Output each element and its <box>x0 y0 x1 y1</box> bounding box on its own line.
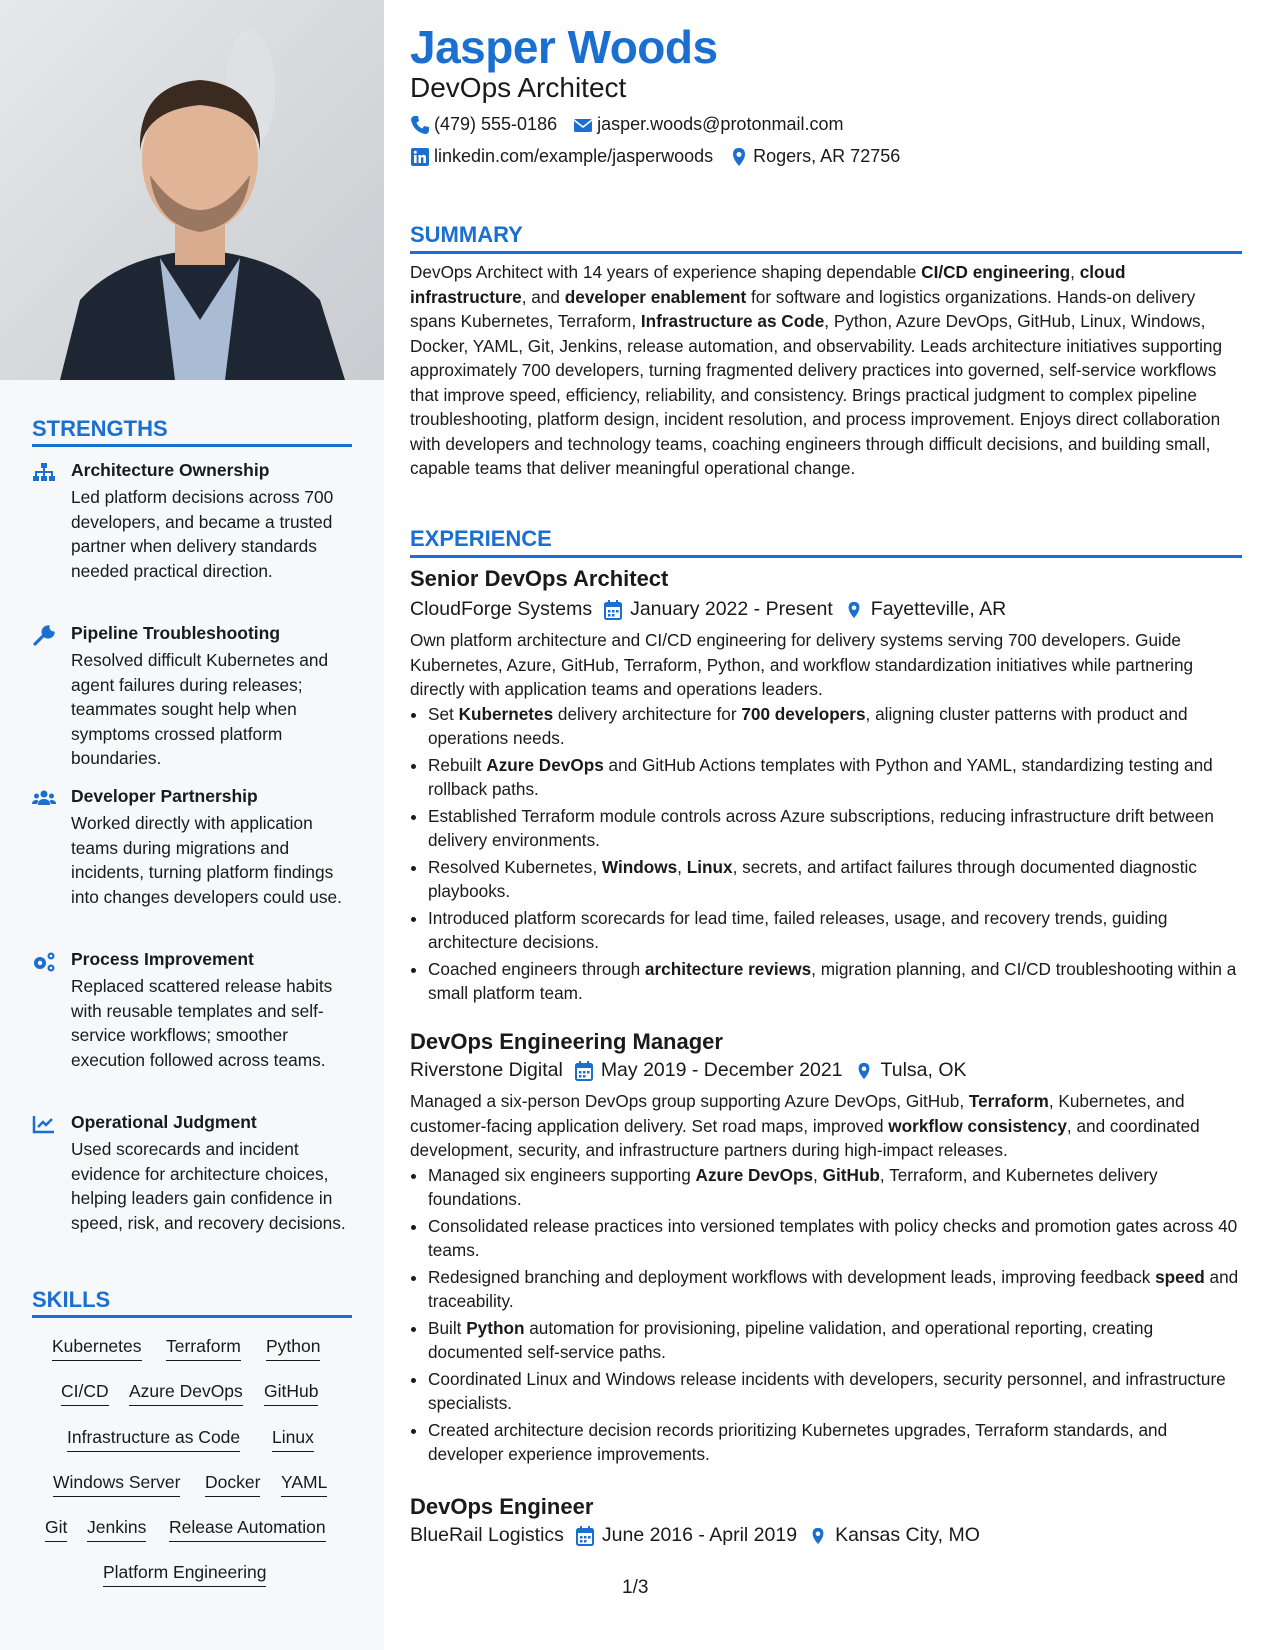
summary-text-part: DevOps Architect with 14 years of experience shaping dependable <box>410 262 922 282</box>
strengths-rule <box>32 444 352 447</box>
location-pin-icon <box>845 600 863 620</box>
email-link[interactable]: jasper.woods@protonmail.com <box>597 114 844 134</box>
users-icon <box>32 788 56 810</box>
job-position: Senior DevOps Architect <box>410 566 669 591</box>
bullet-text: , migration planning, and CI/CD troubleshooting within a small platform team. <box>428 958 1237 1003</box>
location-pin-icon <box>855 1061 873 1081</box>
bullet-text: Created architecture decision records prioritizing Kubernetes upgrades, Terraform standards, and developer experience improvements. <box>428 1419 1168 1464</box>
strength-description: Used scorecards and incident evidence for architecture choices, helping leaders gain confidence in speed, risk, and recovery decisions. <box>71 1139 346 1233</box>
bullet-text: , Terraform, and Kubernetes delivery foundations. <box>428 1164 1158 1209</box>
calendar-icon <box>576 1526 594 1546</box>
job-entry <box>410 566 1242 1008</box>
skill-tag: YAML <box>281 1472 327 1497</box>
desc-bold: Terraform <box>968 1091 1049 1111</box>
strength-title: Pipeline Troubleshooting <box>71 623 281 643</box>
job-position: DevOps Engineering Manager <box>410 1029 723 1054</box>
skill-tag: Release Automation <box>169 1517 326 1542</box>
job-entry <box>410 1494 1242 1547</box>
contact-row <box>410 146 900 167</box>
job-bullet <box>428 753 1242 802</box>
experience-rule <box>410 555 1242 558</box>
skill-tag: Docker <box>205 1472 260 1497</box>
strength-title: Developer Partnership <box>71 786 258 806</box>
summary-text-part: for software and logistics organizations. Hands-on delivery spans Kubernetes, Terraform, <box>410 286 1196 331</box>
job-location: Tulsa, OK <box>880 1059 967 1081</box>
summary-text-part: , Python, Azure DevOps, GitHub, Linux, Windows, Docker, YAML, Git, Jenkins, release automation, and observability. Leads architecture initiatives supporting approximately 700 developers, turning fragmented delivery practices into governed, self-service workflows that improve speed, efficiency, reliability, and consistency. Brings practical judgment to complex pipeline troubleshooting, platform design, incident resolution, and process improvement. Enjoys direct collaboration with developers and technology teams, coaching engineers through difficult decisions, and building small, capable teams that deliver meaningful operational change. <box>410 311 1223 478</box>
profile-photo <box>0 0 384 380</box>
calendar-icon <box>575 1061 593 1081</box>
summary-text <box>410 260 1242 481</box>
bullet-bold: Windows <box>601 856 678 877</box>
job-meta <box>410 598 1242 621</box>
job-entry <box>410 1029 1242 1469</box>
job-bullet <box>428 957 1242 1006</box>
job-position: DevOps Engineer <box>410 1494 594 1519</box>
job-description: Own platform architecture and CI/CD engineering for delivery systems serving 700 developers. Guide Kubernetes, Azure, GitHub, Terraform, Python, and workflow standardization initiatives while partnering directly with application teams and operations leaders. <box>410 630 1194 699</box>
bullet-text: Resolved Kubernetes, <box>428 856 602 877</box>
bullet-bold: Azure DevOps <box>486 754 604 775</box>
skill-tag: Platform Engineering <box>103 1562 266 1587</box>
bullet-bold: Kubernetes <box>458 703 554 724</box>
job-dates: January 2022 - Present <box>630 598 833 620</box>
skills-rule <box>32 1315 352 1318</box>
bullet-text: delivery architecture for <box>553 703 742 724</box>
bullet-text: and GitHub Actions templates with Python and YAML, standardizing testing and rollback paths. <box>428 754 1213 799</box>
linkedin-link[interactable]: linkedin.com/example/jasperwoods <box>434 146 714 166</box>
job-title: DevOps Architect <box>410 72 627 103</box>
job-bullets <box>410 702 1242 1006</box>
calendar-icon <box>604 600 622 620</box>
bullet-text: Coached engineers through <box>428 958 645 979</box>
wrench-icon <box>32 625 56 647</box>
job-company: BlueRail Logistics <box>410 1524 564 1546</box>
strength-description: Led platform decisions across 700 developers, and became a trusted partner when delivery standards needed practical direction. <box>71 487 334 581</box>
job-meta <box>410 1059 1242 1082</box>
job-bullet <box>428 1163 1242 1212</box>
bullet-text: Consolidated release practices into versioned templates with policy checks and promotion gates across 40 teams. <box>428 1215 1238 1260</box>
job-bullets <box>410 1163 1242 1467</box>
job-description <box>410 1089 1242 1163</box>
strength-description: Resolved difficult Kubernetes and agent failures during releases; teammates sought help when symptoms crossed platform boundaries. <box>71 650 329 768</box>
summary-heading: SUMMARY <box>410 222 523 247</box>
job-dates: June 2016 - April 2019 <box>601 1524 798 1546</box>
desc-text: , and coordinated development, security, and infrastructure partners during high-impact releases. <box>410 1115 1200 1160</box>
job-meta <box>410 1524 1242 1547</box>
summary-bold: Infrastructure as Code <box>640 311 825 331</box>
bullet-text: Set <box>428 703 459 724</box>
job-bullet <box>428 1316 1242 1365</box>
bullet-bold: architecture reviews <box>644 958 812 979</box>
bullet-bold: speed <box>1155 1266 1205 1287</box>
bullet-text: and traceability. <box>428 1266 1239 1311</box>
summary-text-part: , and <box>521 286 565 307</box>
desc-bold: workflow consistency <box>888 1115 1067 1136</box>
strength-title: Operational Judgment <box>71 1112 257 1132</box>
strength-title: Architecture Ownership <box>71 460 270 480</box>
skill-tag: Infrastructure as Code <box>67 1427 240 1452</box>
skill-tag: Terraform <box>166 1336 241 1361</box>
location-pin-icon <box>809 1526 827 1546</box>
job-bullet <box>428 702 1242 751</box>
job-dates: May 2019 - December 2021 <box>600 1059 843 1081</box>
desc-text: , Kubernetes, and customer-facing application delivery. Set road maps, improved <box>410 1091 1185 1136</box>
strength-title: Process Improvement <box>71 949 254 969</box>
job-bullet <box>428 906 1242 955</box>
job-bullet <box>428 1214 1242 1263</box>
bullet-text: , secrets, and artifact failures through documented diagnostic playbooks. <box>428 856 1197 901</box>
job-location: Kansas City, MO <box>835 1524 980 1546</box>
skill-tag: Linux <box>272 1427 314 1452</box>
location-text: Rogers, AR 72756 <box>753 146 901 166</box>
skill-tag: Kubernetes <box>52 1336 142 1361</box>
job-bullet <box>428 855 1242 904</box>
summary-bold: cloud infrastructure <box>410 262 1126 307</box>
bullet-text: Coordinated Linux and Windows release incidents with developers, security personnel, and infrastructure specialists. <box>428 1368 1226 1413</box>
skill-tag: CI/CD <box>61 1381 109 1406</box>
bullet-text: , aligning cluster patterns with product and operations needs. <box>428 703 1188 748</box>
skills-heading: SKILLS <box>32 1287 111 1312</box>
chart-line-icon <box>32 1114 56 1136</box>
sitemap-icon <box>32 462 56 484</box>
bullet-text: Established Terraform module controls across Azure subscriptions, reducing infrastructure drift between delivery environments. <box>428 805 1214 850</box>
job-bullet <box>428 1265 1242 1314</box>
page-number: 1/3 <box>622 1577 649 1598</box>
bullet-bold: 700 developers <box>741 703 866 724</box>
bullet-bold: GitHub <box>822 1164 880 1185</box>
job-location: Fayetteville, AR <box>870 598 1007 620</box>
email-icon <box>573 115 593 135</box>
experience-heading: EXPERIENCE <box>410 526 552 551</box>
skill-tag: Windows Server <box>53 1472 180 1497</box>
strengths-heading: STRENGTHS <box>32 416 168 441</box>
job-bullet <box>428 1367 1242 1416</box>
linkedin-icon <box>410 147 430 167</box>
strength-description: Replaced scattered release habits with reusable templates and self-service workflows; smoother execution followed across teams. <box>71 976 333 1070</box>
skill-tag: GitHub <box>264 1381 318 1406</box>
bullet-text: Rebuilt <box>428 754 487 775</box>
skill-tag: Jenkins <box>87 1517 146 1542</box>
skill-tag: Git <box>45 1517 67 1542</box>
summary-bold: developer enablement <box>564 286 747 307</box>
desc-text: Managed a six-person DevOps group supporting Azure DevOps, GitHub, <box>410 1091 969 1111</box>
bullet-text: automation for provisioning, pipeline validation, and operational reporting, creating documented self-service paths. <box>428 1317 1154 1362</box>
job-bullet <box>428 1418 1242 1467</box>
bullet-text: Built <box>428 1317 467 1338</box>
skill-tag: Python <box>266 1336 320 1361</box>
summary-text-part: , <box>1070 262 1080 282</box>
gears-icon <box>32 951 56 973</box>
bullet-text: Introduced platform scorecards for lead time, failed releases, usage, and recovery trends, guiding architecture decisions. <box>428 907 1168 952</box>
job-bullet <box>428 804 1242 853</box>
job-company: CloudForge Systems <box>410 598 593 620</box>
job-company: Riverstone Digital <box>410 1059 563 1081</box>
sidebar <box>0 0 384 1650</box>
bullet-text: , <box>677 856 687 877</box>
candidate-name: Jasper Woods <box>410 21 718 73</box>
skill-tag: Azure DevOps <box>129 1381 243 1406</box>
bullet-text: Managed six engineers supporting <box>428 1164 696 1185</box>
bullet-bold: Azure DevOps <box>695 1164 814 1185</box>
summary-bold: CI/CD engineering <box>921 262 1071 282</box>
location-pin-icon <box>729 147 749 167</box>
bullet-bold: Linux <box>686 856 733 877</box>
summary-rule <box>410 251 1242 254</box>
bullet-text: Redesigned branching and deployment workflows with development leads, improving feedback <box>428 1266 1156 1287</box>
bullet-text: , <box>813 1164 823 1185</box>
bullet-bold: Python <box>466 1317 525 1338</box>
phone-icon <box>410 115 430 135</box>
strength-description: Worked directly with application teams during migrations and incidents, turning platform findings into changes developers could use. <box>71 813 342 907</box>
phone-text: (479) 555-0186 <box>434 114 558 134</box>
contact-row <box>410 114 843 135</box>
